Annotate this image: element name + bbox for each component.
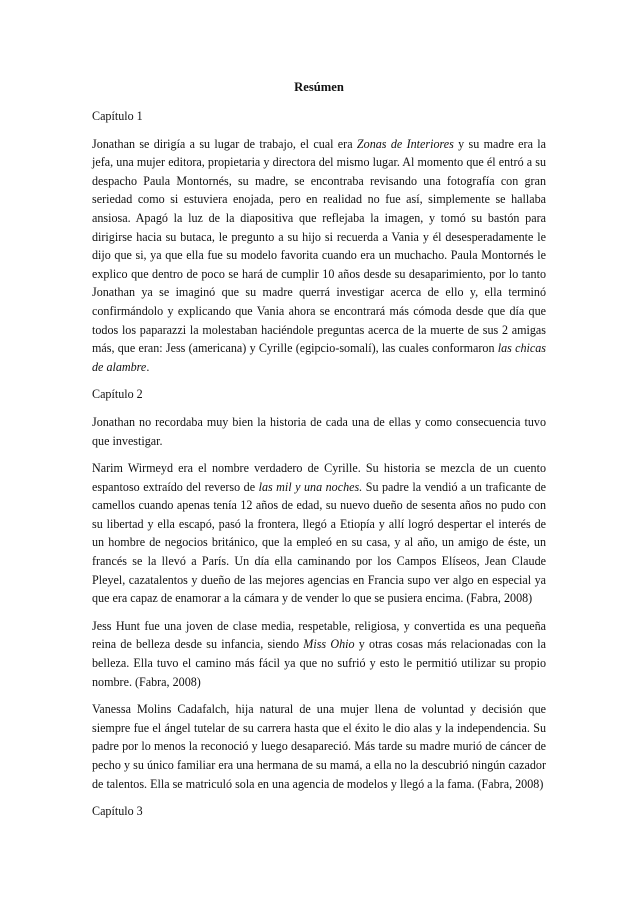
text-run: y otras cosas más relacionadas con la belleza. Ella tuvo el camino más fácil ya que no sufrió y esto le permitió utilizar su propio nombre. (Fabra, 2008) bbox=[92, 637, 546, 689]
italic-las-chicas-de-alambre: las chicas de alambre bbox=[92, 341, 546, 374]
text-run: y su madre era la jefa, una mujer editora, propietaria y directora del mismo lugar. Al momento que él entró a su despacho Paula Montornés, su madre, se encontraba revisando una fotografía con gran seriedad como si estuviera enojada, pero en realidad no fue así, simplemente se hallaba ansiosa. Apagó la luz de la diapositiva que reflejaba la imagen, y tomó su bastón para dirigirse hacia su butaca, le pregunto a su hijo si recuerda a Vania y él desesperadamente le dijo que si, ya que ella fue su modelo favorita cuando era un muchacho. Paula Montornés le explico que dentro de poco se hará de cumplir 10 años desde su desaparimiento, por lo tanto Jonathan ya se imaginó que su madre querrá investigar acerca de ello y, ella terminó confirmándolo y explicando que Vania ahora se encontrará más cómoda desde que día que todos los paparazzi la molestaban haciéndole preguntas acerca de la muerte de sus 2 amigas más, que eran: Jess (americana) y Cyrille (egipcio-somalí), las cuales conformaron bbox=[92, 136, 546, 356]
chapter-2-paragraph-1: Jonathan no recordaba muy bien la historia de cada una de ellas y como consecuencia tuvo que investigar. bbox=[92, 414, 546, 448]
page-title: Resúmen bbox=[294, 80, 344, 94]
italic-las-mil-y-una-noches: las mil y una noches. bbox=[258, 479, 363, 494]
chapter-2-paragraph-cyrille bbox=[92, 459, 546, 608]
italic-title-zonas-de-interiores: Zonas de Interiores bbox=[356, 136, 454, 151]
text-run: Jonathan se dirigía a su lugar de trabajo, el cual era bbox=[92, 136, 357, 151]
text-run: Jess Hunt fue una joven de clase media, respetable, religiosa, y convertida es una pequeña reina de belleza desde su infancia, siendo bbox=[92, 618, 546, 652]
chapter-1-paragraph-1 bbox=[92, 135, 546, 377]
text-run: Narim Wirmeyd era el nombre verdadero de Cyrille. Su historia se mezcla de un cuento espantoso extraído del reverso de bbox=[92, 461, 546, 494]
chapter-2-heading: Capítulo 2 bbox=[92, 387, 143, 402]
chapter-2-paragraph-jess bbox=[92, 617, 546, 691]
text-run: Su padre la vendió a un traficante de camellos cuando apenas tenía 12 años de edad, su nuevo dueño de sesenta años no pudo con su libertad y ella escapó, pasó la frontera, llegó a Etiopía y allí logró despertar el interés de un hombre de negocios británico, que la empleó en su casa, y al año, un amigo de éste, un francés se la llevó a París. Un día ella caminando por los Campos Elíseos, Jean Claude Pleyel, cazatalentos y dueño de las mejores agencias en Francia supo ver algo en especial ya que era capaz de enamorar a la cámara y de vender lo que se pusiera encima. (Fabra, 2008) bbox=[92, 479, 547, 606]
text-run: . bbox=[146, 359, 150, 374]
chapter-1-heading: Capítulo 1 bbox=[92, 109, 143, 123]
chapter-3-heading: Capítulo 3 bbox=[92, 804, 143, 819]
chapter-2-paragraph-vanessa: Vanessa Molins Cadafalch, hija natural de una mujer llena de voluntad y decisión que siempre fue el ángel tutelar de su carrera hasta que el éxito le dio alas y la independencia. Su padre por lo menos la reconoció y luego desapareció. Más tarde su madre murió de cáncer de pecho y su único familiar era una hermana de su mamá, a ella no la descubrió ningún cazador de talentos. Ella se matriculó sola en una agencia de modelos y llegó a la fama. (Fabra, 2008) bbox=[92, 702, 546, 791]
italic-miss-ohio: Miss Ohio bbox=[303, 637, 355, 652]
